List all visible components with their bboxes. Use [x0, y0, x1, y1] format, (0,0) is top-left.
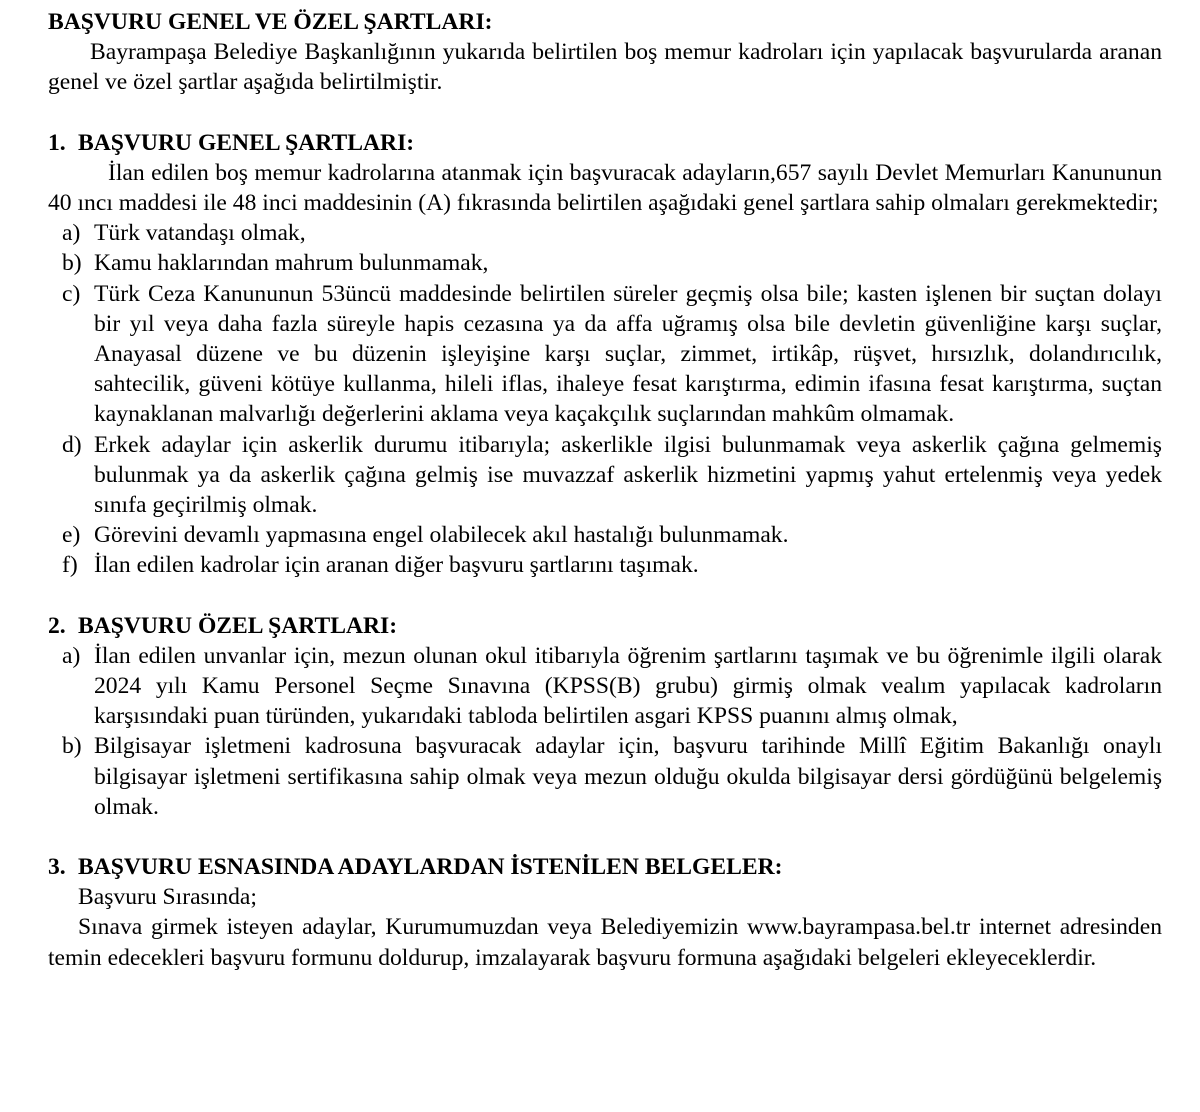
section1-heading: [48, 128, 1162, 158]
list-item-text: İlan edilen unvanlar için, mezun olunan okul itibarıyla öğrenim şartlarını taşımak ve bu öğrenimle ilgili olarak 2024 yılı Kamu Personel Seçme Sınavına (KPSS(B) grubu) girmiş olmak vealım yapılacak kadroların karşısındaki puan türünden, yukarıdaki tabloda belirtilen asgari KPSS puanını almış olmak,: [94, 642, 1162, 730]
section-special-conditions: [48, 611, 1162, 822]
list-item: [48, 248, 1162, 278]
list-marker: a): [62, 642, 81, 669]
list-item-text: Türk vatandaşı olmak,: [94, 220, 306, 247]
list-item: [48, 731, 1162, 822]
list-item: [48, 520, 1162, 550]
list-marker: f): [62, 552, 78, 579]
intro-title: BAŞVURU GENEL VE ÖZEL ŞARTLARI:: [48, 9, 493, 35]
section-general-conditions: [48, 128, 1162, 581]
list-marker: b): [62, 250, 82, 277]
list-item-text: Erkek adaylar için askerlik durumu itibarıyla; askerlikle ilgisi bulunmamak veya askerlik çağına gelmemiş bulunmak ya da askerlik çağına gelmiş ise muvazzaf askerlik hizmetini yapmış yahut ertelenmiş veya yedek sınıfa geçirilmiş olmak.: [94, 431, 1162, 519]
list-item-text: Bilgisayar işletmeni kadrosuna başvuracak adaylar için, başvuru tarihinde Millî Eğitim Bakanlığı onaylı bilgisayar işletmeni sertifikasına sahip olmak veya mezun olduğu okulda bilgisayar dersi gördüğünü belgelemiş olmak.: [94, 733, 1162, 820]
list-item-text: Kamu haklarından mahrum bulunmamak,: [94, 250, 489, 277]
section1-number: 1.: [48, 129, 66, 156]
section-required-documents: [48, 852, 1162, 973]
section2-list: [48, 641, 1162, 822]
list-item: [48, 430, 1162, 521]
section1-list: [48, 218, 1162, 580]
list-item-text: Türk Ceza Kanununun 53üncü maddesinde belirtilen süreler geçmiş olsa bile; kasten işlenen bir suçtan dolayı bir yıl veya daha fazla süreyle hapis cezasına ya da affa uğramış olsa bile devletin güvenliğine karşı suçlar, Anayasal düzene ve bu düzenin işleyişine karşı suçlar, zimmet, irtikâp, rüşvet, hırsızlık, dolandırıcılık, sahtecilik, güveni kötüye kullanma, hileli iflas, ihaleye fesat karıştırma, edimin ifasına fesat karıştırma, suçtan kaynaklanan malvarlığı değerlerini aklama veya kaçakçılık suçlarından mahkûm olmamak.: [94, 280, 1162, 428]
section1-title: BAŞVURU GENEL ŞARTLARI:: [78, 129, 415, 156]
section2-heading: [48, 611, 1162, 641]
section1-paragraph: İlan edilen boş memur kadrolarına atanmak için başvuracak adayların,657 sayılı Devlet Memurları Kanununun 40 ıncı maddesi ile 48 inci maddesinin (A) fıkrasında belirtilen aşağıdaki genel şartlara sahip olmaları gerekmektedir;: [48, 159, 1162, 217]
list-item-text: İlan edilen kadrolar için aranan diğer başvuru şartlarını taşımak.: [94, 552, 699, 579]
list-item: [48, 550, 1162, 580]
list-item: [48, 279, 1162, 430]
section3-paragraph: Sınava girmek isteyen adaylar, Kurumumuzdan veya Belediyemizin www.bayrampasa.bel.tr internet adresinden temin edecekleri başvuru formunu doldurup, imzalayarak başvuru formuna aşağıdaki belgeleri ekleyeceklerdir.: [48, 914, 1162, 971]
section3-heading: [48, 852, 1162, 882]
list-marker: e): [62, 522, 81, 549]
list-marker: c): [62, 280, 81, 307]
intro-block: [48, 7, 1162, 98]
list-marker: d): [62, 431, 82, 458]
list-item-text: Görevini devamlı yapmasına engel olabilecek akıl hastalığı bulunmamak.: [94, 522, 789, 549]
list-marker: a): [62, 220, 81, 247]
intro-paragraph: Bayrampaşa Belediye Başkanlığının yukarıda belirtilen boş memur kadroları için yapılacak başvurularda aranan genel ve özel şartlar aşağıda belirtilmiştir.: [48, 39, 1162, 96]
list-item: [48, 641, 1162, 732]
list-item: [48, 218, 1162, 248]
list-marker: b): [62, 733, 82, 760]
section3-subtitle: Başvuru Sırasında;: [78, 884, 257, 911]
section3-number: 3.: [48, 854, 66, 881]
section3-title: BAŞVURU ESNASINDA ADAYLARDAN İSTENİLEN BELGELER:: [78, 854, 783, 881]
section2-title: BAŞVURU ÖZEL ŞARTLARI:: [78, 612, 398, 639]
section2-number: 2.: [48, 612, 66, 639]
